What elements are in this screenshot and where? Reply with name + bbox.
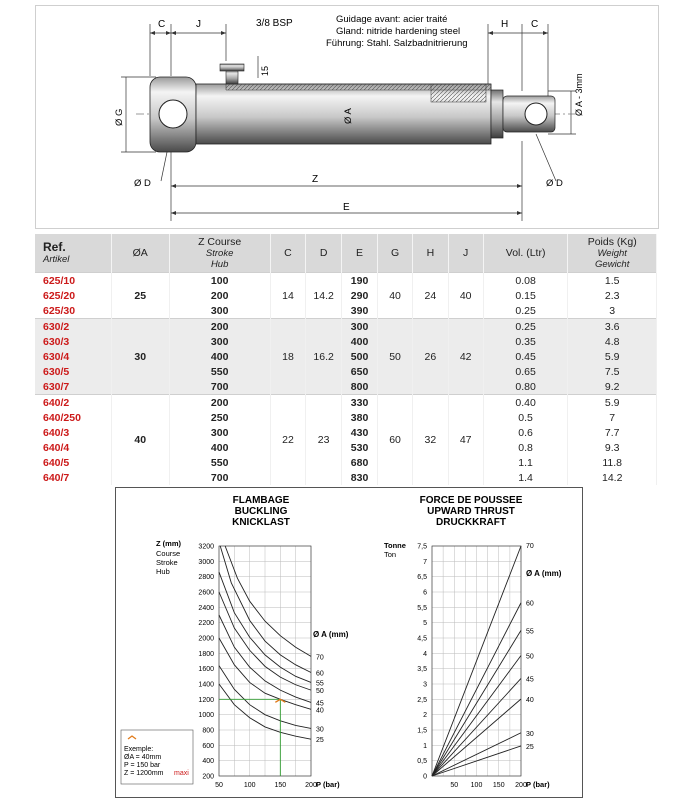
dim-h: H [501,19,509,30]
weight-cell: 11.8 [568,455,657,470]
z-cell: 300 [169,303,270,319]
example-z-tag: maxi [174,770,189,777]
y-axis-label: Ton [384,550,397,559]
ref-cell: 640/5 [35,455,111,470]
y-tick-label: 7 [423,558,427,566]
x-tick-label: 150 [492,782,505,789]
y-tick-label: 3,5 [417,666,427,674]
j-cell: 47 [448,395,483,486]
weight-cell: 7.7 [568,425,657,440]
h-cell: 24 [413,273,448,319]
note-de: Führung: Stahl. Salzbadnitrierung [326,38,468,49]
y-axis-label: Tonne [384,541,406,550]
table-row [35,273,657,289]
ref-cell: 640/2 [35,395,111,411]
d-cell: 16.2 [306,319,342,395]
ref-cell: 630/3 [35,334,111,349]
weight-cell: 3.6 [568,319,657,335]
dim-z: Z [312,174,319,185]
weight-cell: 1.5 [568,273,657,289]
z-cell: 300 [169,425,270,440]
x-tick-label: 200 [305,782,317,789]
series-label: 70 [526,543,534,550]
weight-cell: 14.2 [568,470,657,485]
series-label: 45 [526,676,534,684]
col-ref: Ref. Artikel [35,234,111,273]
weight-cell: 5.9 [568,395,657,411]
port-label: 3/8 BSP [256,18,293,29]
note-en: Gland: nitride hardening steel [336,26,461,37]
y-tick-label: 1200 [198,696,214,704]
vol-cell: 0.25 [483,319,568,335]
ref-cell: 625/10 [35,273,111,289]
vol-cell: 0.80 [483,379,568,395]
weight-cell: 5.9 [568,349,657,364]
e-cell: 400 [342,334,378,349]
ref-cell: 640/4 [35,440,111,455]
dim-c-left: C [158,19,166,30]
a-cell: 30 [111,319,169,395]
y-tick-label: 6 [423,589,427,597]
y-tick-label: 1800 [198,650,214,658]
e-cell: 290 [342,288,378,303]
c-cell: 14 [270,273,305,319]
y-tick-label: 1400 [198,681,214,689]
z-cell: 300 [169,334,270,349]
cylinder-drawing [35,5,659,229]
vol-cell: 0.40 [483,395,568,411]
y-axis-label: Stroke [156,558,178,567]
series-label: 30 [526,730,534,738]
series-label: 55 [526,628,534,636]
charts-svg [116,488,582,797]
e-cell: 830 [342,470,378,485]
chart-title: DRUCKKRAFT [436,517,506,528]
e-cell: 380 [342,410,378,425]
y-tick-label: 2,5 [417,696,427,704]
x-tick-label: 100 [243,782,256,789]
ref-cell: 630/5 [35,364,111,379]
y-tick-label: 3000 [198,558,214,566]
y-tick-label: 5,5 [417,604,427,612]
series-label: 40 [526,697,534,705]
y-tick-label: 200 [202,773,214,781]
col-d: D [306,234,342,273]
series-label: 25 [316,737,324,745]
legend-title: Ø A (mm) [526,569,562,578]
series-label: 30 [316,726,324,734]
chart-title: BUCKLING [234,506,288,517]
e-cell: 800 [342,379,378,395]
ref-cell: 640/3 [35,425,111,440]
z-cell: 700 [169,379,270,395]
e-cell: 500 [342,349,378,364]
a-cell: 25 [111,273,169,319]
z-cell: 700 [169,470,270,485]
table-header-row [35,234,657,273]
vol-cell: 0.15 [483,288,568,303]
series-label: 45 [316,700,324,708]
col-c: C [270,234,305,273]
charts-panel [115,487,583,798]
cylinder-drawing-svg [36,6,658,228]
y-tick-label: 800 [202,727,214,735]
e-cell: 300 [342,319,378,335]
ref-cell: 640/7 [35,470,111,485]
e-cell: 330 [342,395,378,411]
y-tick-label: 2800 [198,574,214,582]
y-tick-label: 1 [423,742,427,750]
table-row [35,319,657,335]
note-fr: Guidage avant: acier traité [336,14,448,25]
h-cell: 26 [413,319,448,395]
e-cell: 430 [342,425,378,440]
vol-cell: 1.4 [483,470,568,485]
dim-bore-g: Ø G [114,108,125,126]
z-cell: 550 [169,455,270,470]
z-cell: 200 [169,319,270,335]
spec-table [35,234,657,485]
col-j: J [448,234,483,273]
c-cell: 18 [270,319,305,395]
ref-cell: 630/2 [35,319,111,335]
ref-cell: 630/4 [35,349,111,364]
y-tick-label: 2 [423,712,427,720]
vol-cell: 0.65 [483,364,568,379]
z-cell: 400 [169,440,270,455]
y-tick-label: 0 [423,773,427,781]
vol-cell: 0.25 [483,303,568,319]
dim-c-right: C [531,19,539,30]
weight-cell: 7.5 [568,364,657,379]
ref-cell: 625/30 [35,303,111,319]
weight-cell: 9.3 [568,440,657,455]
y-tick-label: 2200 [198,620,214,628]
dim-rod-pin: Ø A - 3mm [574,73,584,116]
y-axis-label: Course [156,549,181,558]
ref-cell: 630/7 [35,379,111,395]
x-tick-label: 50 [215,782,223,789]
x-axis-label: P (bar) [526,780,550,789]
z-cell: 400 [169,349,270,364]
x-tick-label: 200 [515,782,527,789]
y-tick-label: 6,5 [417,574,427,582]
z-cell: 250 [169,410,270,425]
series-label: 70 [316,654,324,662]
vol-cell: 0.45 [483,349,568,364]
y-tick-label: 5 [423,620,427,628]
dim-15: 15 [260,65,270,76]
x-tick-label: 100 [470,782,483,789]
y-axis-label: Hub [156,567,170,576]
dim-rod-a: Ø A [343,108,354,124]
series-label: 40 [316,707,324,715]
weight-cell: 9.2 [568,379,657,395]
d-cell: 23 [306,395,342,486]
y-tick-label: 2000 [198,635,214,643]
a-cell: 40 [111,395,169,486]
chart-title: KNICKLAST [232,517,290,528]
y-tick-label: 3200 [198,543,214,551]
y-tick-label: 600 [202,742,214,750]
chart-title: FORCE DE POUSSEE [419,495,523,506]
col-vol: Vol. (Ltr) [483,234,568,273]
series-label: 50 [316,688,324,696]
y-tick-label: 1,5 [417,727,427,735]
col-z: Z Course Stroke Hub [169,234,270,273]
y-tick-label: 3 [423,681,427,689]
d-cell: 14.2 [306,273,342,319]
chart-title: UPWARD THRUST [427,506,515,517]
e-cell: 680 [342,455,378,470]
g-cell: 50 [377,319,412,395]
e-cell: 650 [342,364,378,379]
dim-e: E [343,202,350,213]
dim-d-right: Ø D [546,178,563,189]
y-tick-label: 1000 [198,712,214,720]
z-cell: 550 [169,364,270,379]
j-cell: 42 [448,319,483,395]
e-cell: 530 [342,440,378,455]
curve-70 [225,546,311,656]
chart-title: FLAMBAGE [232,495,290,506]
e-cell: 390 [342,303,378,319]
g-cell: 60 [377,395,412,486]
col-h: H [413,234,448,273]
y-tick-label: 1600 [198,666,214,674]
table-row [35,395,657,411]
example-title: Exemple: [124,746,154,753]
y-tick-label: 400 [202,758,214,766]
weight-cell: 3 [568,303,657,319]
vol-cell: 0.6 [483,425,568,440]
dim-j: J [196,19,201,30]
weight-cell: 2.3 [568,288,657,303]
series-label: 25 [526,743,534,751]
example-p: P = 150 bar [124,762,161,769]
y-tick-label: 2600 [198,589,214,597]
vol-cell: 0.5 [483,410,568,425]
h-cell: 32 [413,395,448,486]
x-tick-label: 150 [274,782,287,789]
x-tick-label: 50 [450,782,459,789]
y-tick-label: 7,5 [417,543,427,551]
y-tick-label: 4,5 [417,635,427,643]
c-cell: 22 [270,395,305,486]
y-tick-label: 2400 [198,604,214,612]
z-cell: 200 [169,288,270,303]
example-z: Z = 1200mm [124,770,164,777]
g-cell: 40 [377,273,412,319]
table-body [35,273,657,486]
vol-cell: 1.1 [483,455,568,470]
vol-cell: 0.08 [483,273,568,289]
x-axis-label: P (bar) [316,780,340,789]
y-tick-label: 4 [423,650,427,658]
example-a: ØA = 40mm [124,754,162,761]
y-axis-label: Z (mm) [156,539,181,548]
col-e: E [342,234,378,273]
j-cell: 40 [448,273,483,319]
dim-d-left: Ø D [134,178,151,189]
series-label: 60 [316,670,324,678]
weight-cell: 4.8 [568,334,657,349]
vol-cell: 0.8 [483,440,568,455]
col-g: G [377,234,412,273]
series-label: 60 [526,600,534,608]
z-cell: 100 [169,273,270,289]
ref-cell: 640/250 [35,410,111,425]
col-a: ØA [111,234,169,273]
series-label: 50 [526,653,534,661]
legend-title: Ø A (mm) [313,630,349,639]
y-tick-label: 0,5 [417,758,427,766]
series-label: 55 [316,680,324,688]
weight-cell: 7 [568,410,657,425]
ref-cell: 625/20 [35,288,111,303]
col-weight: Poids (Kg) Weight Gewicht [568,234,657,273]
vol-cell: 0.35 [483,334,568,349]
e-cell: 190 [342,273,378,289]
z-cell: 200 [169,395,270,411]
